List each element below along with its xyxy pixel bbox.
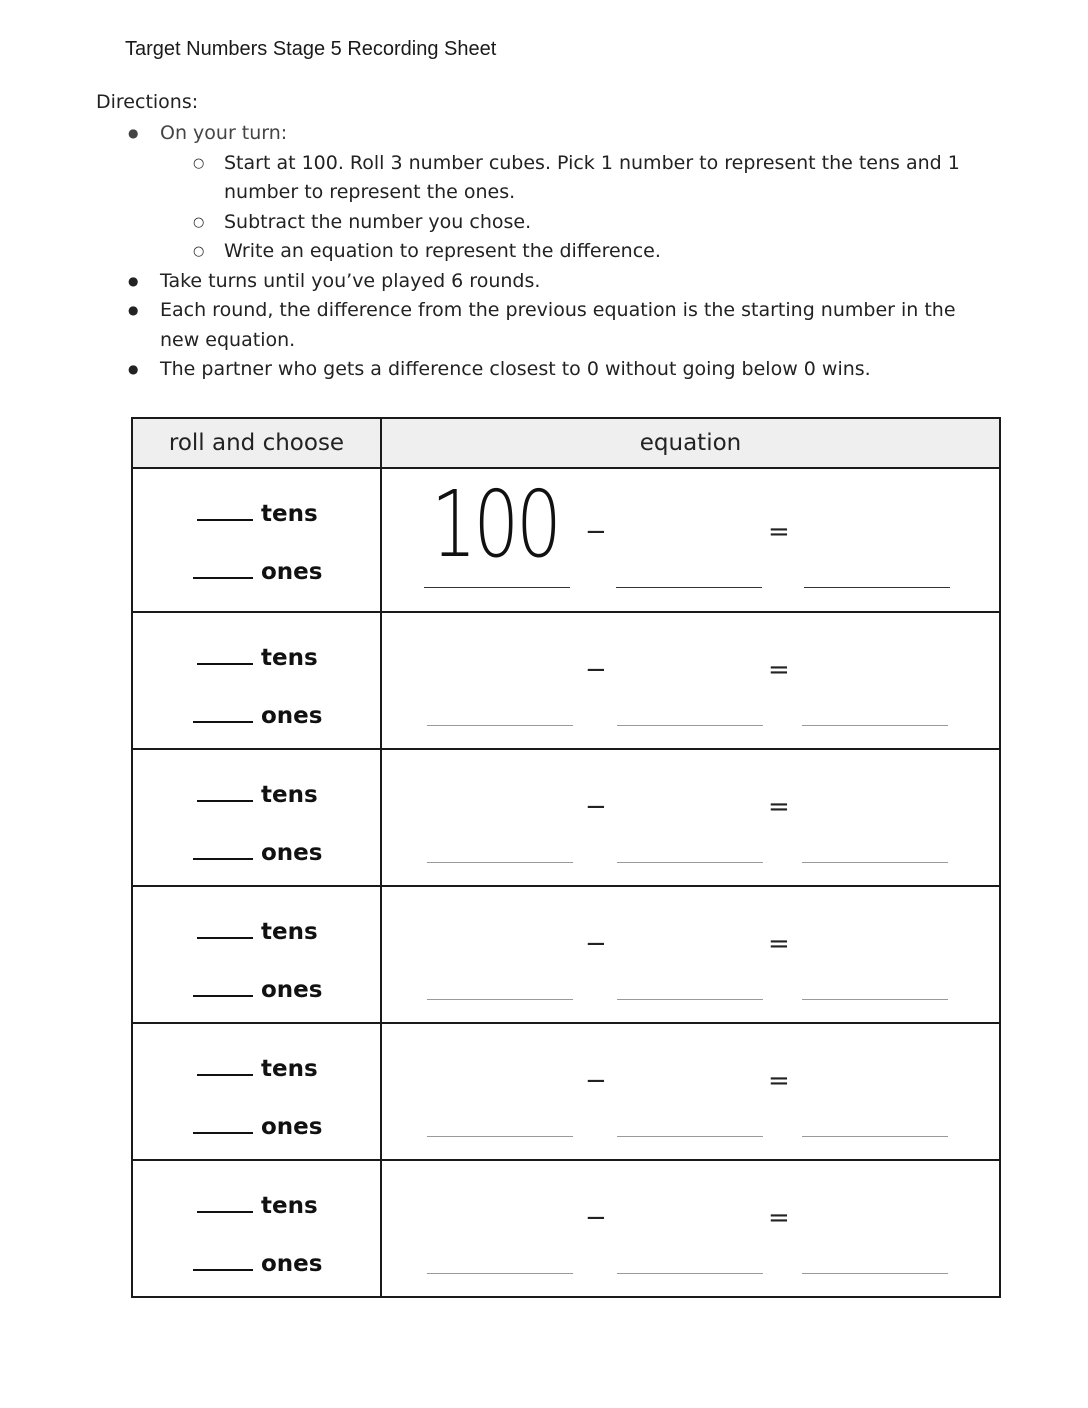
recording-table (131, 417, 1001, 1298)
subtrahend-line[interactable] (617, 862, 763, 863)
tens-answer-line[interactable] (197, 497, 253, 521)
tens-blank[interactable] (197, 915, 318, 945)
tens-label: tens (261, 1193, 318, 1219)
direction-item: ● Take turns until you’ve played 6 rounds. (0, 267, 1088, 297)
difference-line[interactable] (802, 1136, 948, 1137)
difference-line[interactable] (802, 725, 948, 726)
tens-label: tens (261, 919, 318, 945)
direction-on-your-turn: ● On your turn: (0, 119, 1088, 149)
page-title: Target Numbers Stage 5 Recording Sheet (125, 38, 497, 60)
start-value-line[interactable] (427, 725, 573, 726)
minus-sign: − (585, 517, 607, 547)
start-value-line[interactable] (427, 1136, 573, 1137)
tens-answer-line[interactable] (197, 915, 253, 939)
tens-answer-line[interactable] (197, 641, 253, 665)
roll-and-choose-cell (132, 886, 381, 1023)
minus-sign: − (585, 792, 607, 822)
round-row (132, 612, 1000, 749)
tens-blank[interactable] (197, 641, 318, 671)
ones-label: ones (261, 1114, 323, 1140)
ones-blank[interactable] (193, 1110, 322, 1140)
start-value-line[interactable] (427, 862, 573, 863)
equals-sign: = (768, 929, 790, 959)
direction-sub-item: ○ Subtract the number you chose. (0, 208, 1088, 238)
directions-list (0, 119, 1088, 385)
ones-blank[interactable] (193, 836, 322, 866)
equation-cell (381, 886, 1000, 1023)
roll-and-choose-cell (132, 1160, 381, 1297)
minus-sign: − (585, 1203, 607, 1233)
tens-blank[interactable] (197, 497, 318, 527)
ones-answer-line[interactable] (193, 973, 253, 997)
ones-label: ones (261, 840, 323, 866)
direction-item: ● The partner who gets a difference closest to 0 without going below 0 wins. (0, 355, 1088, 385)
start-value-100: 100 (431, 471, 559, 578)
ones-label: ones (261, 703, 323, 729)
start-value-line[interactable] (427, 1273, 573, 1274)
round-row (132, 886, 1000, 1023)
ones-answer-line[interactable] (193, 1110, 253, 1134)
header-equation: equation (381, 418, 1000, 468)
difference-line[interactable] (802, 862, 948, 863)
tens-blank[interactable] (197, 1189, 318, 1219)
equation-cell (381, 749, 1000, 886)
ones-blank[interactable] (193, 973, 322, 1003)
difference-line[interactable] (802, 999, 948, 1000)
equation-cell (381, 1023, 1000, 1160)
round-row (132, 749, 1000, 886)
equals-sign: = (768, 792, 790, 822)
difference-line[interactable] (802, 1273, 948, 1274)
subtrahend-line[interactable] (617, 999, 763, 1000)
difference-line[interactable] (804, 587, 950, 588)
ones-label: ones (261, 559, 323, 585)
equals-sign: = (768, 655, 790, 685)
tens-answer-line[interactable] (197, 1052, 253, 1076)
roll-and-choose-cell (132, 749, 381, 886)
tens-blank[interactable] (197, 1052, 318, 1082)
tens-answer-line[interactable] (197, 1189, 253, 1213)
direction-sub-item: ○ Write an equation to represent the difference. (0, 237, 1088, 267)
direction-item: ● Each round, the difference from the previous equation is the starting number in the new equation. (0, 296, 1088, 355)
equals-sign: = (768, 1203, 790, 1233)
round-row (132, 1160, 1000, 1297)
subtrahend-line[interactable] (617, 725, 763, 726)
start-value-line (424, 587, 570, 588)
ones-label: ones (261, 977, 323, 1003)
ones-answer-line[interactable] (193, 836, 253, 860)
equals-sign: = (768, 517, 790, 547)
tens-label: tens (261, 1056, 318, 1082)
minus-sign: − (585, 929, 607, 959)
roll-and-choose-cell (132, 612, 381, 749)
tens-answer-line[interactable] (197, 778, 253, 802)
roll-and-choose-cell (132, 468, 381, 612)
ones-answer-line[interactable] (193, 555, 253, 579)
tens-label: tens (261, 645, 318, 671)
subtrahend-line[interactable] (617, 1273, 763, 1274)
equation-cell (381, 468, 1000, 612)
subtrahend-line[interactable] (616, 587, 762, 588)
direction-sub-item: ○ Start at 100. Roll 3 number cubes. Pick 1 number to represent the tens and 1 number to represent the ones. (0, 149, 1088, 208)
minus-sign: − (585, 1066, 607, 1096)
equation-cell (381, 1160, 1000, 1297)
round-row (132, 468, 1000, 612)
ones-blank[interactable] (193, 555, 322, 585)
ones-label: ones (261, 1251, 323, 1277)
equation-cell (381, 612, 1000, 749)
equals-sign: = (768, 1066, 790, 1096)
header-roll-and-choose: roll and choose (132, 418, 381, 468)
tens-label: tens (261, 501, 318, 527)
ones-answer-line[interactable] (193, 1247, 253, 1271)
tens-blank[interactable] (197, 778, 318, 808)
round-row (132, 1023, 1000, 1160)
subtrahend-line[interactable] (617, 1136, 763, 1137)
ones-blank[interactable] (193, 699, 322, 729)
ones-blank[interactable] (193, 1247, 322, 1277)
minus-sign: − (585, 655, 607, 685)
directions-label: Directions: (96, 91, 199, 113)
ones-answer-line[interactable] (193, 699, 253, 723)
tens-label: tens (261, 782, 318, 808)
start-value-line[interactable] (427, 999, 573, 1000)
roll-and-choose-cell (132, 1023, 381, 1160)
